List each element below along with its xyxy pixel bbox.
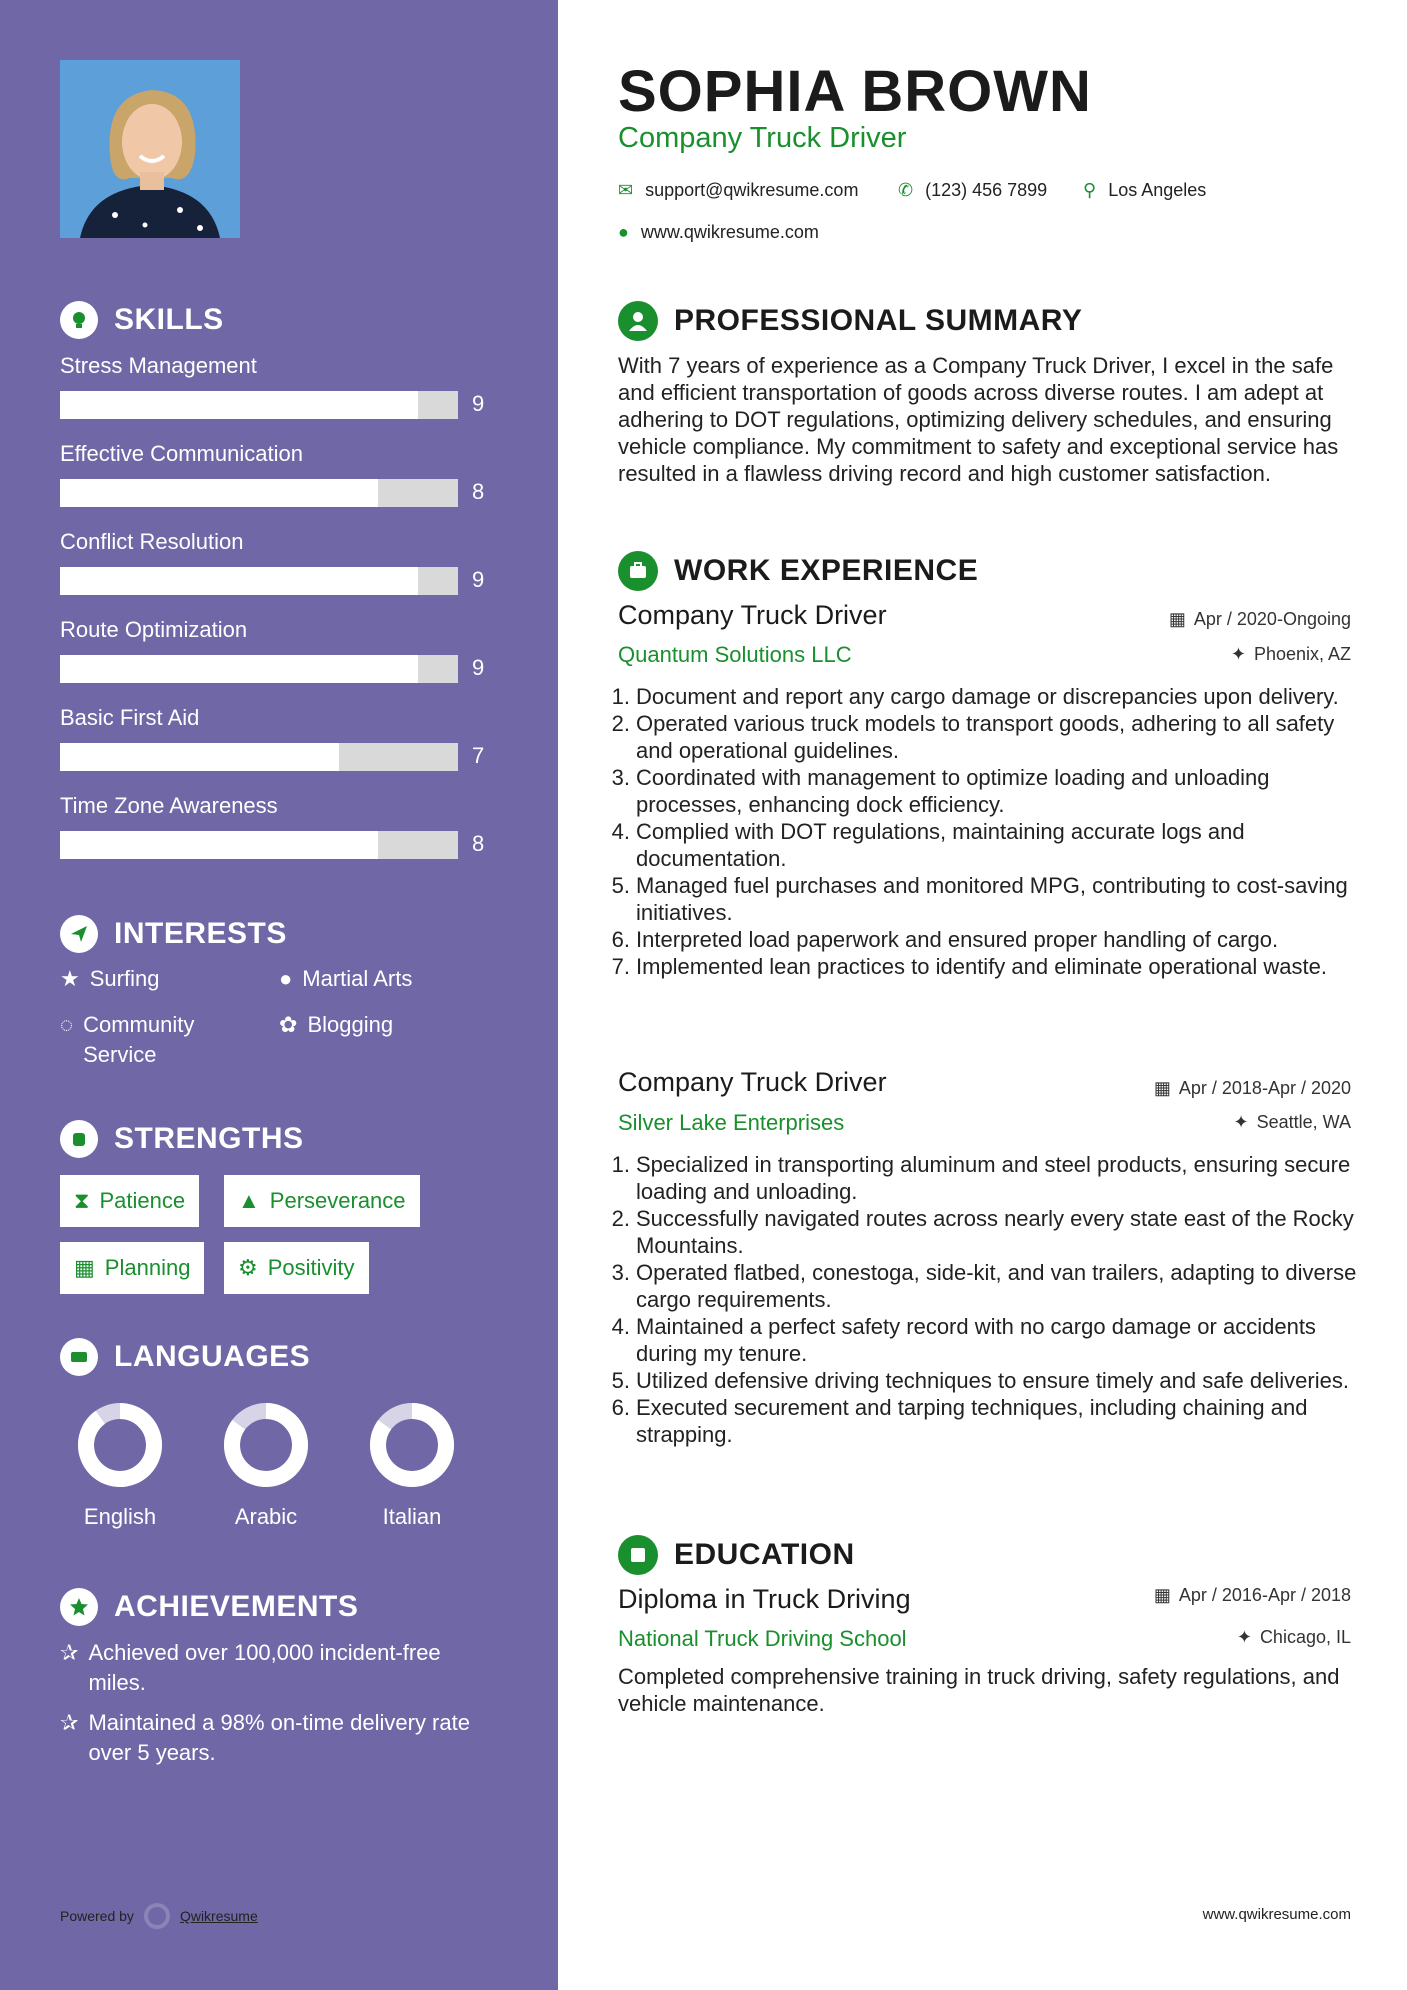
- skill-bar-fill: [60, 831, 378, 859]
- list-number: 3.: [611, 1260, 630, 1285]
- qwikresume-logo-icon: [144, 1903, 170, 1929]
- job-dates: ▦ Apr / 2018-Apr / 2020: [1153, 1078, 1351, 1098]
- calendar-icon: ▦: [1153, 1078, 1171, 1098]
- calendar-icon: ▦: [74, 1255, 95, 1280]
- skill-bar: [60, 567, 458, 595]
- email-contact[interactable]: ✉ support@qwikresume.com: [618, 180, 859, 200]
- skill-bar-fill: [60, 567, 418, 595]
- section-title: STRENGTHS: [114, 1122, 304, 1155]
- hourglass-icon: ⧗: [74, 1188, 90, 1213]
- list-item: [608, 1151, 1358, 1205]
- globe-icon: ●: [279, 966, 293, 991]
- list-item: [608, 1259, 1358, 1313]
- strength-chip: ⧗ Patience: [60, 1175, 199, 1227]
- language-label: English: [83, 1504, 157, 1529]
- powered-by: Powered by Qwikresume: [60, 1903, 258, 1929]
- star-icon: ✰: [60, 1710, 79, 1735]
- language-donut: [221, 1400, 311, 1490]
- interest-item: [60, 964, 159, 994]
- list-text: Complied with DOT regulations, maintaining accurate logs and documentation.: [636, 819, 1245, 871]
- list-item: [608, 1205, 1358, 1259]
- main-content: [558, 0, 1407, 1990]
- list-item: [608, 926, 1358, 953]
- list-text: Interpreted load paperwork and ensured proper handling of cargo.: [636, 927, 1279, 952]
- list-number: 1.: [611, 1152, 630, 1177]
- skill-value: 9: [472, 567, 485, 592]
- work-heading: [618, 551, 978, 591]
- list-number: 7.: [611, 954, 630, 979]
- list-number: 2.: [611, 711, 630, 736]
- list-number: 1.: [611, 684, 630, 709]
- list-text: Utilized defensive driving techniques to ensure timely and safe deliveries.: [636, 1368, 1349, 1393]
- star-icon: ✰: [60, 1640, 79, 1665]
- list-item: [608, 1313, 1358, 1367]
- skill-value: 8: [472, 831, 485, 856]
- list-number: 5.: [611, 873, 630, 898]
- interest-label: Martial Arts: [302, 966, 413, 991]
- skill-bar: [60, 655, 458, 683]
- pin-icon: ✦: [1233, 1112, 1249, 1132]
- cog-icon: ⚙: [238, 1255, 258, 1280]
- list-number: 4.: [611, 819, 630, 844]
- list-text: Successfully navigated routes across nearly every state east of the Rocky Mountains.: [636, 1206, 1354, 1258]
- pin-icon: ✦: [1230, 644, 1246, 664]
- list-item: [608, 683, 1358, 710]
- pin-icon: ✦: [1236, 1627, 1252, 1647]
- candidate-name: SOPHIA BROWN: [618, 59, 1092, 124]
- list-text: Executed securement and tarping techniques, including chaining and strapping.: [636, 1395, 1308, 1447]
- list-number: 6.: [611, 1395, 630, 1420]
- interest-item: [279, 964, 412, 994]
- education-school: National Truck Driving School: [618, 1626, 907, 1651]
- list-text: Specialized in transporting aluminum and steel products, ensuring secure loading and unloading.: [636, 1152, 1351, 1204]
- skill-label: Time Zone Awareness: [60, 793, 278, 818]
- phone-icon: ✆: [898, 180, 914, 200]
- list-item: [608, 710, 1358, 764]
- list-item: [608, 764, 1358, 818]
- sidebar: [0, 0, 558, 1990]
- interest-label: Blogging: [307, 1012, 394, 1037]
- list-text: Implemented lean practices to identify and eliminate operational waste.: [636, 954, 1327, 979]
- skill-value: 9: [472, 391, 485, 416]
- skill-value: 9: [472, 655, 485, 680]
- job-duties: [608, 1151, 1358, 1448]
- interests-heading: [60, 915, 287, 953]
- list-item: [608, 1394, 1358, 1448]
- language-item: [201, 1400, 331, 1530]
- language-donut: [367, 1400, 457, 1490]
- skill-bar: [60, 743, 458, 771]
- map-pin-icon: ⚲: [1083, 180, 1097, 200]
- skill-bar-fill: [60, 479, 378, 507]
- skill-label: Conflict Resolution: [60, 529, 244, 554]
- envelope-icon: ✉: [618, 180, 634, 200]
- briefcase-icon: [618, 551, 658, 591]
- strengths-heading: [60, 1120, 304, 1158]
- language-label: Arabic: [234, 1504, 298, 1529]
- achievement-item: ✰ Achieved over 100,000 incident-free miles.: [60, 1638, 500, 1698]
- job-title: Company Truck Driver: [618, 600, 887, 630]
- location-contact: ⚲ Los Angeles: [1083, 180, 1207, 200]
- calendar-icon: ▦: [1168, 609, 1186, 629]
- languages-heading: [60, 1338, 310, 1376]
- section-title: PROFESSIONAL SUMMARY: [674, 304, 1083, 337]
- list-item: [608, 872, 1358, 926]
- strength-chip: ⚙ Positivity: [224, 1242, 369, 1294]
- skill-bar: [60, 391, 458, 419]
- section-title: LANGUAGES: [114, 1340, 311, 1373]
- skill-label: Basic First Aid: [60, 705, 200, 730]
- education-title: Diploma in Truck Driving: [618, 1584, 911, 1614]
- road-icon: ▲: [238, 1188, 260, 1213]
- education-heading: [618, 1535, 855, 1575]
- section-title: EDUCATION: [674, 1538, 855, 1571]
- interest-label: Surfing: [89, 966, 160, 991]
- education-desc: Completed comprehensive training in truck driving, safety regulations, and vehicle maintenance.: [618, 1664, 1340, 1716]
- skill-label: Effective Communication: [60, 441, 303, 466]
- phone-contact[interactable]: ✆ (123) 456 7899: [898, 180, 1048, 200]
- language-donut: [75, 1400, 165, 1490]
- section-title: ACHIEVEMENTS: [114, 1590, 359, 1623]
- shield-icon: ◌: [60, 1012, 74, 1037]
- skill-value: 7: [472, 743, 485, 768]
- job-company: Silver Lake Enterprises: [618, 1110, 845, 1135]
- lightbulb-icon: [60, 301, 98, 339]
- list-number: 3.: [611, 765, 630, 790]
- interest-item: [60, 1010, 250, 1070]
- star-icon: ★: [60, 966, 80, 991]
- strength-chip: ▲ Perseverance: [224, 1175, 420, 1227]
- list-text: Operated various truck models to transport goods, adhering to all safety and operational guidelines.: [636, 711, 1335, 763]
- summary-heading: [618, 301, 1082, 341]
- fist-icon: [60, 1120, 98, 1158]
- skill-bar-fill: [60, 391, 418, 419]
- skill-value: 8: [472, 479, 485, 504]
- paper-plane-icon: [60, 915, 98, 953]
- list-item: [608, 1367, 1358, 1394]
- skill-bar: [60, 831, 458, 859]
- achievement-item: ✰ Maintained a 98% on-time delivery rate over 5 years.: [60, 1708, 500, 1768]
- users-icon: ✿: [279, 1012, 298, 1037]
- list-text: Managed fuel purchases and monitored MPG, contributing to cost-saving initiatives.: [636, 873, 1348, 925]
- skill-bar-fill: [60, 743, 339, 771]
- education-dates: ▦ Apr / 2016-Apr / 2018: [1153, 1585, 1351, 1605]
- strength-chip: ▦ Planning: [60, 1242, 204, 1294]
- skill-bar-fill: [60, 655, 418, 683]
- section-title: SKILLS: [114, 303, 224, 336]
- education-location: ✦ Chicago, IL: [1236, 1627, 1351, 1647]
- list-number: 2.: [611, 1206, 630, 1231]
- section-title: INTERESTS: [114, 917, 287, 950]
- candidate-role: Company Truck Driver: [618, 122, 907, 154]
- interest-label: Community Service: [83, 1012, 195, 1067]
- list-number: 5.: [611, 1368, 630, 1393]
- language-item: [55, 1400, 185, 1530]
- list-text: Maintained a perfect safety record with no cargo damage or accidents during my tenure.: [636, 1314, 1316, 1366]
- list-number: 4.: [611, 1314, 630, 1339]
- profile-photo: [60, 60, 240, 238]
- skill-label: Stress Management: [60, 353, 257, 378]
- language-icon: [60, 1338, 98, 1376]
- list-text: Coordinated with management to optimize loading and unloading processes, enhancing dock efficiency.: [636, 765, 1270, 817]
- job-location: ✦ Seattle, WA: [1233, 1112, 1351, 1132]
- qwikresume-link[interactable]: Qwikresume: [179, 1908, 258, 1924]
- list-number: 6.: [611, 927, 630, 952]
- section-title: WORK EXPERIENCE: [674, 554, 979, 587]
- job-location: ✦ Phoenix, AZ: [1230, 644, 1351, 664]
- graduation-icon: [618, 1535, 658, 1575]
- award-star-icon: [60, 1588, 98, 1626]
- list-text: Document and report any cargo damage or discrepancies upon delivery.: [636, 684, 1339, 709]
- language-item: [347, 1400, 477, 1530]
- job-duties: [608, 683, 1358, 980]
- calendar-icon: ▦: [1153, 1585, 1171, 1605]
- language-label: Italian: [382, 1504, 442, 1529]
- job-title: Company Truck Driver: [618, 1067, 887, 1097]
- summary-text: With 7 years of experience as a Company Truck Driver, I excel in the safe and efficient transportation of goods across diverse routes. I am adept at adhering to DOT regulations, optimizing delivery schedules, and ensuring vehicle compliance. My commitment to safety and exceptional service has resulted in a flawless driving record and high customer satisfaction.: [618, 353, 1339, 486]
- user-icon: [618, 301, 658, 341]
- achievements-heading: [60, 1588, 358, 1626]
- interest-item: [279, 1010, 393, 1040]
- list-item: [608, 953, 1358, 980]
- globe-icon: ●: [618, 222, 629, 242]
- list-text: Operated flatbed, conestoga, side-kit, and van trailers, adapting to diverse cargo requirements.: [636, 1260, 1357, 1312]
- skill-label: Route Optimization: [60, 617, 248, 642]
- job-company: Quantum Solutions LLC: [618, 642, 852, 667]
- footer-url[interactable]: www.qwikresume.com: [1202, 1906, 1351, 1923]
- website-contact[interactable]: ● www.qwikresume.com: [618, 222, 819, 242]
- job-dates: ▦ Apr / 2020-Ongoing: [1168, 609, 1351, 629]
- skill-bar: [60, 479, 458, 507]
- list-item: [608, 818, 1358, 872]
- skills-heading: [60, 301, 224, 339]
